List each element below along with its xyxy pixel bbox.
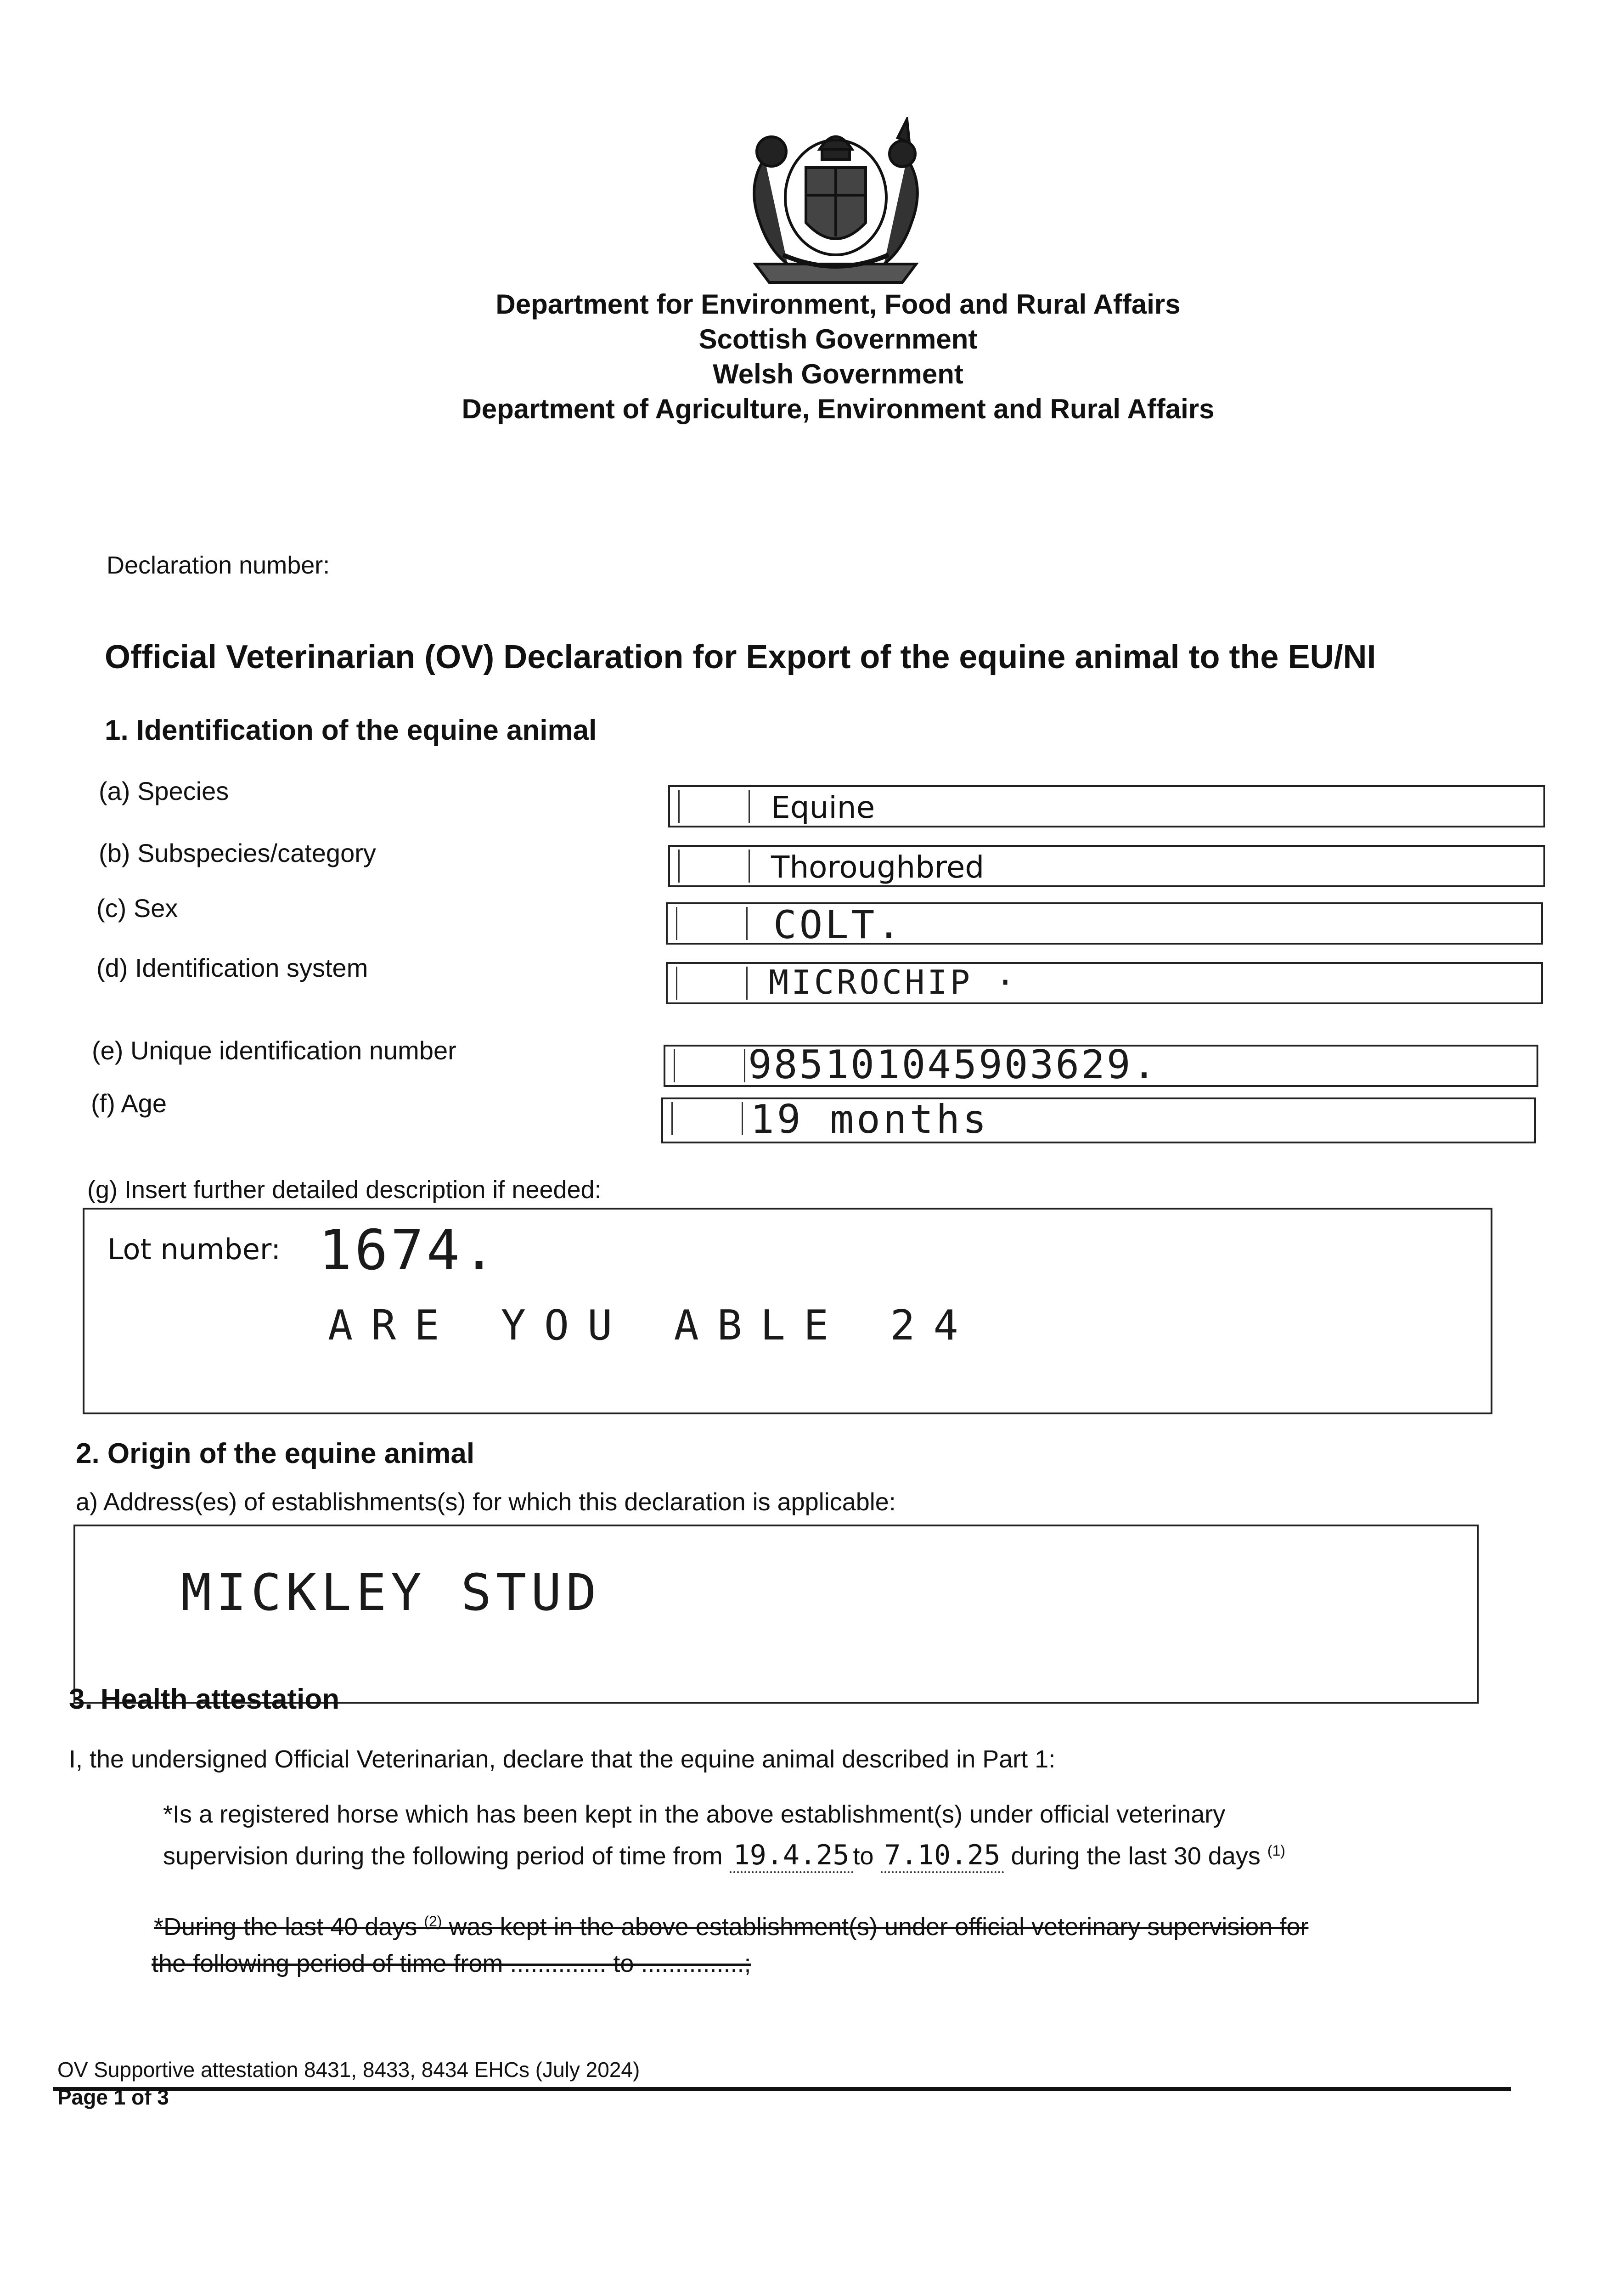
identification-system-value: MICROCHIP · [769,963,1018,1002]
further-description-box[interactable] [83,1208,1492,1414]
identification-system-field[interactable] [666,962,1543,1004]
age-field[interactable] [661,1097,1536,1143]
unique-id-field[interactable] [664,1042,1538,1088]
species-label: (a) Species [99,777,229,805]
subspecies-field[interactable] [668,845,1545,887]
issuing-authorities [321,287,1355,427]
footer-page-number: Page 1 of 3 [57,2085,169,2109]
field-stub [674,1049,745,1082]
attestation-para1-line1: *Is a registered horse which has been kept in the above establishment(s) under official veterinary [163,1801,1226,1828]
authority-line: Department for Environment, Food and Rural Affairs [495,289,1181,320]
subspecies-value: Thoroughbred [771,850,985,885]
sex-label: (c) Sex [96,894,178,923]
address-box[interactable] [73,1525,1479,1704]
para1-text-b: to [853,1842,874,1870]
field-stub [676,967,748,1000]
authority-line: Department of Agriculture, Environment and Rural Affairs [462,394,1215,424]
document-title: Official Veterinarian (OV) Declaration for Export of the equine animal to the EU/NI [105,639,1376,675]
para1-text-c: during the last 30 days [1011,1842,1261,1870]
royal-coat-of-arms-icon [728,117,944,292]
sex-value: COLT. [773,902,903,947]
footer-attestation-ref: OV Supportive attestation 8431, 8433, 8434 EHCs (July 2024) [57,2058,640,2082]
age-value: 19 months [750,1097,989,1142]
authority-line: Scottish Government [698,324,978,355]
attestation-para2-line2: the following period of time from .............. to ...............; [152,1950,751,1977]
authority-line: Welsh Government [713,359,963,389]
declaration-number-label: Declaration number: [107,551,330,579]
date-to-value: 7.10.25 [881,1839,1004,1873]
para2-text-a: *During the last 40 days [154,1913,417,1941]
address-label: a) Address(es) of establishments(s) for which this declaration is applicable: [76,1488,896,1516]
field-stub [671,1102,743,1135]
section-3-heading: 3. Health attestation [69,1683,340,1715]
section-2-heading: 2. Origin of the equine animal [76,1438,475,1469]
address-value: MICKLEY STUD [181,1563,601,1622]
identification-system-label: (d) Identification system [96,953,368,982]
unique-id-label: (e) Unique identification number [92,1036,456,1065]
attestation-para2-line1 [154,1913,1308,1941]
field-stub [678,850,750,883]
species-field[interactable] [668,785,1545,827]
para1-text-a: supervision during the following period of time from [163,1842,723,1870]
field-stub [676,907,748,940]
field-stub [678,790,750,823]
section-1-heading: 1. Identification of the equine animal [105,715,597,746]
subspecies-label: (b) Subspecies/category [99,838,376,867]
further-description-label: (g) Insert further detailed description if needed: [87,1176,602,1204]
lot-number-value: 1674. [319,1219,499,1283]
footer-rule [53,2087,1511,2091]
date-from-value: 19.4.25 [730,1839,853,1873]
attestation-para1-line2 [163,1839,1285,1871]
lot-number-label: Lot number: [107,1232,281,1266]
sex-field[interactable] [666,902,1543,945]
age-label: (f) Age [91,1089,167,1118]
horse-name-value: ARE YOU ABLE 24 [328,1301,977,1350]
footnote-ref-1: (1) [1267,1842,1285,1859]
footnote-ref-2: (2) [424,1913,442,1930]
para2-text-b: was kept in the above establishment(s) under official veterinary supervision for [449,1913,1309,1941]
attestation-intro: I, the undersigned Official Veterinarian, declare that the equine animal described in Part 1: [69,1745,1056,1773]
species-value: Equine [771,790,875,825]
unique-id-value: 985101045903629. [748,1042,1158,1088]
